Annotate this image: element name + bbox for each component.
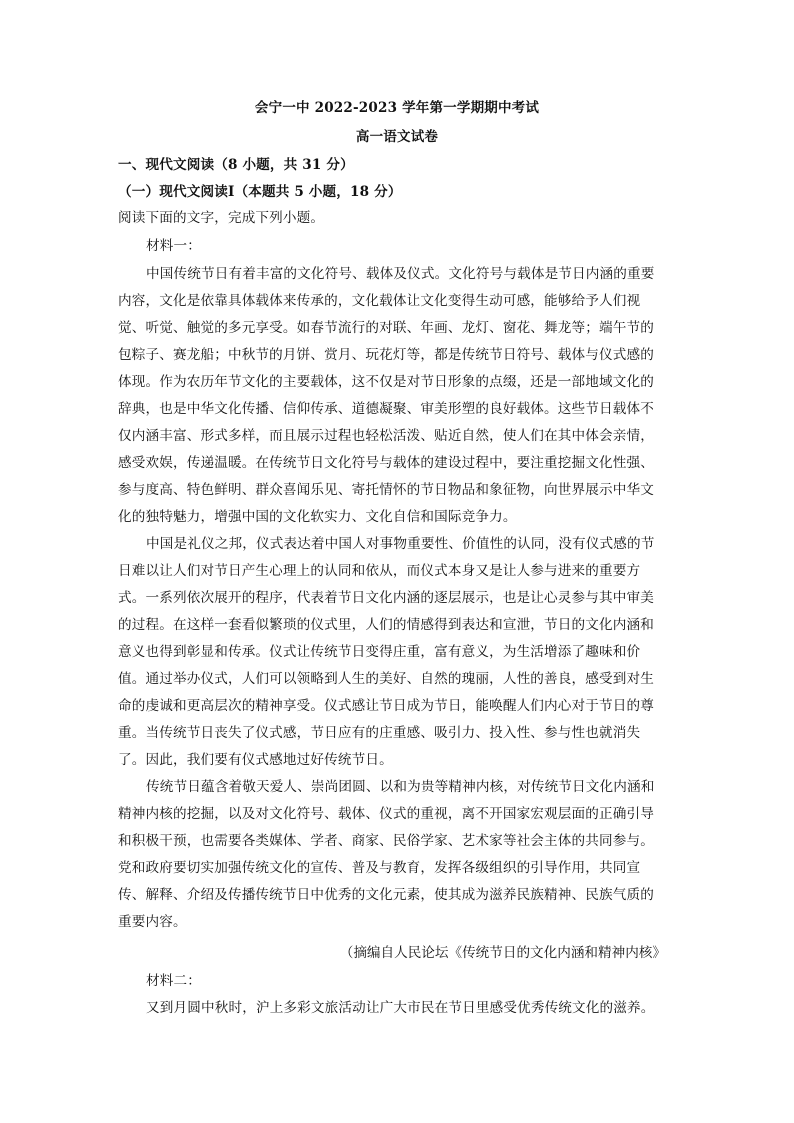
paper-subtitle: 高一语文试卷 (355, 129, 439, 145)
paragraph-line: 意义也得到彰显和传承。仪式让传统节日变得庄重，富有意义，为生活增添了趣味和价 (118, 644, 641, 660)
material-one-source: （摘编自人民论坛《传统节日的文化内涵和精神内核》 (339, 945, 666, 961)
material-one-label: 材料一： (146, 238, 201, 254)
paragraph-line: 感受欢娱，传递温暖。在传统节日文化符号与载体的建设过程中，要注重挖掘文化性强、 (118, 455, 655, 471)
paragraph-line: 的过程。在这样一套看似繁琐的仪式里，人们的情感得到表达和宣泄，节日的文化内涵和 (118, 617, 655, 633)
paragraph-line: 传、解释、介绍及传播传统节日中优秀的文化元素，使其成为滋养民族精神、民族气质的 (118, 887, 655, 903)
paragraph-line: 重要内容。 (118, 914, 187, 930)
subsection-heading: （一）现代文阅读Ⅰ（本题共 5 小题，18 分） (118, 184, 402, 200)
section-heading: 一、现代文阅读（8 小题，共 31 分） (118, 157, 354, 173)
paragraph-line: 和积极干预，也需要各类媒体、学者、商家、民俗学家、艺术家等社会主体的共同参与。 (118, 833, 655, 849)
paragraph-line: 传统节日蕴含着敬天爱人、崇尚团圆、以和为贵等精神内核，对传统节日文化内涵和 (146, 779, 655, 795)
exam-title: 会宁一中 2022-2023 学年第一学期期中考试 (254, 100, 540, 116)
paragraph-line: 包粽子、赛龙船；中秋节的月饼、赏月、玩花灯等，都是传统节日符号、载体与仪式感的 (118, 347, 655, 363)
reading-instruction: 阅读下面的文字，完成下列小题。 (118, 210, 325, 226)
paragraph-line: 觉、听觉、触觉的多元享受。如春节流行的对联、年画、龙灯、窗花、舞龙等；端午节的 (118, 320, 655, 336)
paragraph-line: 重。当传统节日丧失了仪式感，节日应有的庄重感、吸引力、投入性、参与性也就消失 (118, 725, 641, 741)
paragraph-line: 又到月圆中秋时，沪上多彩文旅活动让广大市民在节日里感受优秀传统文化的滋养。 (146, 1000, 655, 1016)
material-two-label: 材料二： (146, 973, 201, 989)
paragraph-line: 化的独特魅力，增强中国的文化软实力、文化自信和国际竞争力。 (118, 509, 517, 525)
paragraph-line: 精神内核的挖掘，以及对文化符号、载体、仪式的重视，离不开国家宏观层面的正确引导 (118, 806, 655, 822)
paragraph-line: 辞典，也是中华文化传播、信仰传承、道德凝聚、审美形塑的良好载体。这些节日载体不 (118, 401, 655, 417)
paragraph-line: 中国传统节日有着丰富的文化符号、载体及仪式。文化符号与载体是节日内涵的重要 (146, 266, 655, 282)
paragraph-line: 仅内涵丰富、形式多样，而且展示过程也轻松活泼、贴近自然，使人们在其中体会亲情， (118, 428, 655, 444)
paragraph-line: 了。因此，我们要有仪式感地过好传统节日。 (118, 752, 393, 768)
paragraph-line: 党和政府要切实加强传统文化的宣传、普及与教育，发挥各级组织的引导作用，共同宣 (118, 860, 641, 876)
paragraph-line: 式。一系列依次展开的程序，代表着节日文化内涵的逐层展示，也是让心灵参与其中审美 (118, 590, 655, 606)
paragraph-line: 参与度高、特色鲜明、群众喜闻乐见、寄托情怀的节日物品和象征物，向世界展示中华文 (118, 482, 655, 498)
paragraph-line: 日难以让人们对节日产生心理上的认同和依从，而仪式本身又是让人参与进来的重要方 (118, 563, 641, 579)
paragraph-line: 值。通过举办仪式，人们可以领略到人生的美好、自然的瑰丽，人性的善良，感受到对生 (118, 671, 655, 687)
paragraph-line: 内容，文化是依靠具体载体来传承的，文化载体让文化变得生动可感，能够给予人们视 (118, 293, 641, 309)
paragraph-line: 体现。作为农历年节文化的主要载体，这不仅是对节日形象的点缀，还是一部地域文化的 (118, 374, 655, 390)
paragraph-line: 命的虔诚和更高层次的精神享受。仪式感让节日成为节日，能唤醒人们内心对于节日的尊 (118, 698, 655, 714)
paragraph-line: 中国是礼仪之邦，仪式表达着中国人对事物重要性、价值性的认同，没有仪式感的节 (146, 536, 655, 552)
